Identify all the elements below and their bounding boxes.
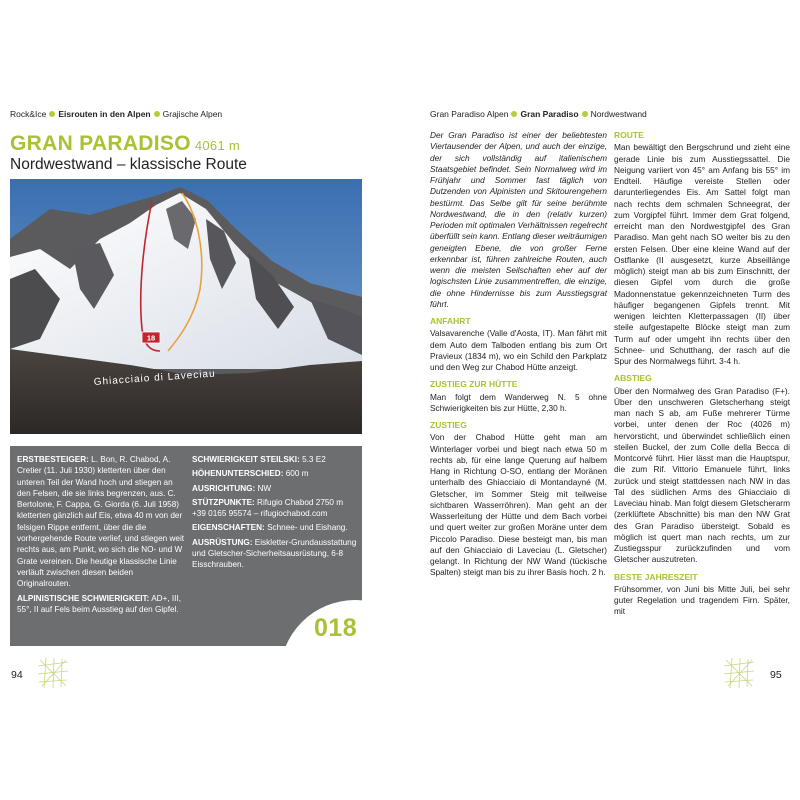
bullet-dot-icon — [154, 111, 160, 117]
section-heading-approach: ZUSTIEG — [430, 420, 467, 430]
info-label: STÜTZPUNKTE: — [192, 497, 255, 507]
page-number: 95 — [770, 669, 782, 681]
info-text: 600 m — [285, 469, 309, 479]
right-page — [400, 0, 800, 800]
breadcrumb-book: Eisrouten in den Alpen — [58, 109, 151, 119]
page-number: 94 — [11, 669, 23, 681]
info-label: HÖHENUNTERSCHIED: — [192, 469, 284, 479]
info-label: EIGENSCHAFTEN: — [192, 523, 265, 533]
section-heading-hut-approach: ZUSTIEG ZUR HÜTTE — [430, 379, 518, 390]
route-subtitle: Nordwestwand – klassische Route — [10, 156, 247, 173]
section-text: Man bewältigt den Bergschrund und zieht eine gerade Linie bis zum Ausstiegssattel. Die Neigung variiert von 45° am Anfang bis 55° im Endteil. Häufige vereiste Stellen oder darunterliegendes Eis. Am Sattel folgt man nach rechts dem schmalen Schneegrat, der zum Vorgipfel führt. Immer dem Grat folgend, erreicht man den Nordwestgipfel des Gran Paradiso. Man geht nach SO weiter bis zu den ersten Felsen. Über eine kleine Wand auf der Ostflanke (II ausgesetzt, kurze Abseillänge möglich) steigt man ab bis zum Einschnitt, der diesen Gipfel vom durch die große Madonnenstatue gekennzeichneten Turm des häufiger begangenen Gipfels trennt. Mit wenigen leichten Kletterpassagen (II) über steile aufgestapelte Blöcke steigt man zum Turm auf oder umgeht ihn rechts über den Schnee- und Schutthang, der rasch auf die Spur des Normalwegs führt. 3-4 h. — [614, 142, 790, 366]
section-heading-descent: ABSTIEG — [614, 373, 652, 384]
info-text: Eiskletter-Grundausstattung und Gletscher-Sicherheitsausrüstung, 6-8 Eisschrauben. — [192, 537, 357, 570]
glacier-label: Ghiacciaio di Laveciau — [93, 368, 216, 388]
peak-name: GRAN PARADISO — [10, 132, 191, 155]
bullet-dot-icon — [582, 111, 588, 117]
breadcrumb-range: Gran Paradiso Alpen — [430, 109, 509, 119]
info-label: ERSTBESTEIGER: — [17, 455, 89, 464]
mountain-photo — [10, 179, 362, 434]
section-text: Valsavarenche (Valle d'Aosta, IT). Man fährt mit dem Auto dem Talboden entlang bis zum Ort Pravieux (1834 m), wo ein Schild den Parkplatz und den Weg zur Chabod Hütte anzeigt. — [430, 328, 607, 372]
info-text: AD+, III, 55°, II auf Fels beim Ausstieg auf den Gipfel. — [17, 593, 182, 614]
info-text: L. Bon, R. Chabod, A. Cretier (11. Juli 1930) kletterten über den unteren Teil der Wand hoch und stiegen an den Felsen, die sie links begrenzen, aus. C. Bertolone, F. Cappa, G. Giorda (6. Juli 1958) kletterten gänzlich auf Eis, etwa 40 m von der felsigen Rippe entfernt, über die die vorhergehende Route verlief, und stiegen weit rechts aus, am Punkt, wo sich die NO- und W Grate vereinen. Die heutige klassische Linie verläuft zwischen diesen beiden Originalrouten. — [17, 455, 185, 589]
bullet-dot-icon — [49, 111, 55, 117]
section-heading-best-season: BESTE JAHRESZEIT — [614, 571, 698, 582]
decorative-grid-icon — [722, 656, 756, 690]
page-title — [10, 132, 240, 156]
peak-altitude: 4061 m — [194, 138, 241, 153]
corner-cutout — [10, 446, 362, 646]
section-text: Man folgt dem Wanderweg N. 5 ohne Schwierigkeiten bis zur Hütte, 2,30 h. — [430, 391, 607, 413]
breadcrumb-group: Gran Paradiso — [520, 109, 579, 119]
breadcrumb-region: Grajische Alpen — [162, 109, 223, 119]
info-text: Schnee- und Eishang. — [267, 523, 348, 533]
text-column-right — [614, 130, 790, 624]
info-text: 5.3 E2 — [302, 455, 326, 464]
section-heading-route: ROUTE — [614, 130, 644, 140]
section-text: Frühsommer, von Juni bis Mitte Juli, bei sehr guter Regelation und tragendem Firn. Später, mit — [614, 583, 790, 617]
info-label: AUSRICHTUNG: — [192, 483, 256, 493]
info-label: SCHWIERIGKEIT STEILSKI: — [192, 455, 300, 464]
section-text: Von der Chabod Hütte geht man am Winterlager vorbei und biegt nach etwa 50 m rechts ab, für eine lange Querung auf halbem Hang in Richtung O-SO, entlang der Moränen unterhalb des Ghiacciaio di Montandayné (M. Gletscher, im Sommer Steig mit teilweise sichtbaren Wasserröhren). Man geht an der Wasserleitung der Hütte und dem Bach vorbei und quert weiter zur großen Moräne unter dem Piccolo Paradiso. Diese besteigt man, bis man auf den Ghiacciaio di Laveciau (L. Gletscher) gelangt. In Richtung der NW Wand (tückische Spalten) steigt man bis zu ihrer Basis hoch. 2 h. — [430, 432, 607, 578]
section-text: Über den Normalweg des Gran Paradiso (F+). Über den unschweren Gletscherhang steigt man nach S ab, am Fuße mehrerer Türme vorbei, unter denen der Roc (4026 m) hervorsticht, und überwindet schließlich einen steilen Buckel, der zum Colle della Becca di Montcorvé führt. Hier lässt man die Hauptspur, die zum Rif. Vittorio Emanuele führt, links zurück und steigt stattdessen nach NW in das Tal des südlichen Arms des Ghiacciaio di Laveciau hinab. Man folgt diesem Gletscherarm (zerklüftete Abschnitte) bis man den NW Grat des Gran Paradiso übersteigt. Sobald es möglich ist quert man nach rechts, um zur Zustiegsspur zurückzufinden und vom Gletscher auszutreten. — [614, 385, 790, 565]
route-number: 018 — [314, 614, 358, 642]
info-text: NW — [257, 483, 272, 493]
info-label: AUSRÜSTUNG: — [192, 537, 253, 547]
bullet-dot-icon — [511, 111, 517, 117]
route-marker-label: 18 — [146, 333, 156, 343]
section-heading-approach-drive: ANFAHRT — [430, 316, 471, 326]
text-column-left — [430, 130, 607, 585]
info-label: ALPINISTISCHE SCHWIERIGKEIT: — [17, 593, 150, 603]
breadcrumb-series: Rock&Ice — [10, 109, 47, 119]
breadcrumb — [10, 109, 222, 119]
decorative-grid-icon — [36, 656, 70, 690]
intro-paragraph: Der Gran Paradiso ist einer der beliebtesten Viertausender der Alpen, und auch der einzige, der sich vollständig auf italienischem Staatsgebiet befindet. Sein Normalweg wird im Frühjahr und Sommer fast täglich von Dutzenden von Alpinisten und Skitourengehern bestürmt. Das Selbe gilt für seine berühmte Nordwestwand, die in den (relativ kurzen) Perioden mit optimalen Verhältnissen regelrecht überfüllt sein kann. Entlang dieser weiträumigen geneigten Ebene, die von großer Ferne erkennbar ist, führen zahlreiche Routen, auch wenn die meisten Seilschaften eher auf der logischsten Linie zusammentreffen, die einzige, die ohne Hindernisse bis zum Ausstiegsgrat führt. — [430, 130, 607, 309]
breadcrumb-face: Nordwestwand — [590, 109, 647, 119]
breadcrumb — [430, 109, 647, 119]
info-text: Rifugio Chabod 2750 m +39 0165 95574 – rifugiochabod.com — [192, 497, 344, 519]
